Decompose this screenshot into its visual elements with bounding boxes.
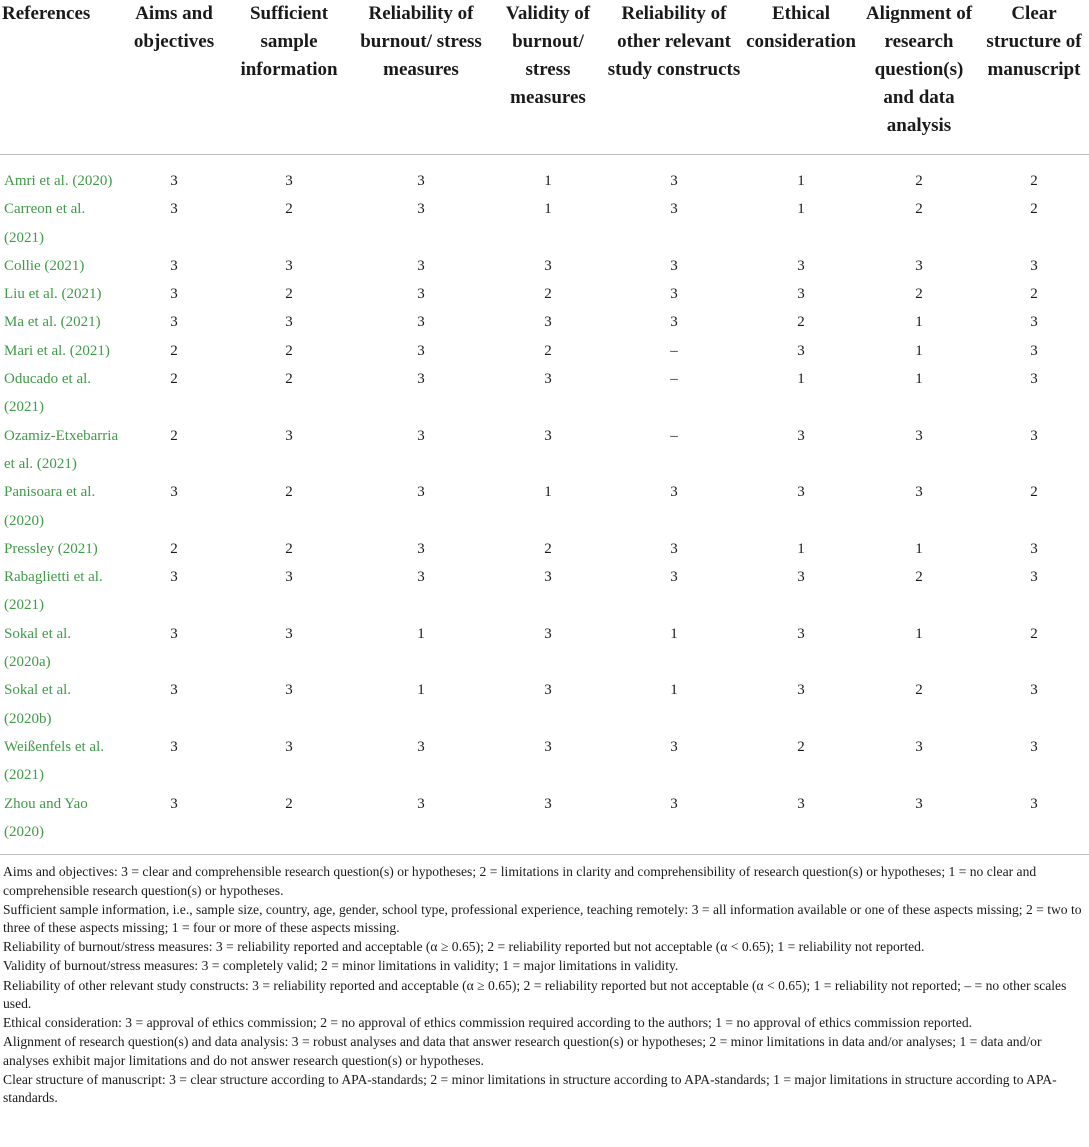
reference-close: ) — [39, 767, 44, 784]
score-cell: 3 — [544, 427, 552, 444]
score-cell: 3 — [797, 569, 805, 586]
reference-name: Ozamiz-Etxebarria et al. ( — [4, 427, 119, 472]
score-cell: 1 — [915, 371, 923, 388]
table-row — [0, 280, 1089, 308]
score-cell: 2 — [1030, 173, 1038, 189]
score-cell: 3 — [670, 795, 678, 812]
score-cell: 2 — [915, 201, 923, 218]
reference-cell — [0, 252, 121, 280]
reference-name: Sokal et al. ( — [4, 625, 72, 671]
score-cell: 3 — [915, 257, 923, 274]
score-cell: 3 — [797, 286, 805, 303]
score-cell: 3 — [170, 738, 178, 755]
reference-cell — [0, 790, 121, 855]
score-cell: 3 — [797, 484, 805, 501]
score-cell: 3 — [170, 286, 178, 303]
table-row — [0, 252, 1089, 280]
score-cell: 3 — [1030, 427, 1038, 444]
score-cell: 1 — [915, 540, 923, 557]
footnote: Validity of burnout/stress measures: 3 = completely valid; 2 = minor limitations in validity; 1 = major limitations in validity. — [3, 958, 679, 974]
score-cell: 3 — [1030, 371, 1038, 388]
reference-close: ) — [39, 229, 44, 246]
score-cell: 3 — [170, 682, 178, 699]
score-cell: 3 — [1030, 540, 1038, 557]
reference-year-link[interactable]: 2021 — [62, 540, 93, 557]
table-row — [0, 195, 1089, 252]
score-cell: 3 — [170, 257, 178, 274]
reference-cell — [0, 365, 121, 422]
score-cell: 2 — [797, 314, 805, 331]
reference-cell — [0, 195, 121, 252]
table-footnotes — [0, 855, 1089, 1108]
reference-year-link[interactable]: 2021 — [66, 286, 97, 303]
score-cell: 3 — [170, 795, 178, 812]
score-cell: 3 — [544, 314, 552, 331]
score-cell: 3 — [797, 342, 805, 359]
score-cell: 2 — [915, 682, 923, 699]
score-cell: 3 — [915, 795, 923, 812]
table-header-row — [0, 0, 1089, 155]
score-cell: 1 — [797, 173, 805, 189]
reference-name: Sokal et al. ( — [4, 682, 72, 727]
score-cell: 2 — [1030, 286, 1038, 303]
reference-name: Liu et al. ( — [4, 286, 67, 303]
reference-close: ) — [39, 597, 44, 614]
reference-name: Zhou and Yao ( — [4, 795, 88, 840]
score-cell: 3 — [797, 795, 805, 812]
score-cell: 3 — [670, 569, 678, 586]
table-row — [0, 155, 1089, 196]
footnote: Alignment of research question(s) and data analysis: 3 = robust analyses and data that answer research question(s) or hypotheses; 2 = minor limitations in data and/or analyses; 1 = data and/or analyses exhibit major limitations and do not answer research question(s) or hypotheses. — [3, 1034, 1042, 1068]
score-cell: 2 — [797, 738, 805, 755]
score-cell: 3 — [170, 173, 178, 189]
score-cell: 3 — [285, 257, 293, 274]
score-cell: 3 — [670, 201, 678, 218]
score-cell: 3 — [670, 257, 678, 274]
score-cell: – — [670, 342, 678, 359]
score-cell: 3 — [170, 569, 178, 586]
score-cell: 3 — [797, 257, 805, 274]
reference-close: ) — [107, 173, 113, 189]
score-cell: 3 — [170, 484, 178, 501]
score-cell: 3 — [417, 738, 425, 755]
header-reliability-other: Reliability of other relevant study constructs — [607, 3, 741, 80]
reference-cell — [0, 280, 121, 308]
score-cell: 3 — [1030, 682, 1038, 699]
reference-close: ) — [71, 455, 77, 472]
reference-close: ) — [96, 286, 102, 303]
table-row — [0, 337, 1089, 365]
score-cell: 3 — [417, 484, 425, 501]
header-sample: Sufficient sample information — [240, 3, 338, 80]
reference-year-link[interactable]: 2021 — [9, 229, 39, 246]
reference-close: ) — [104, 342, 110, 359]
score-cell: 3 — [285, 625, 293, 642]
table-row — [0, 308, 1089, 336]
score-cell: 3 — [544, 569, 552, 586]
score-cell: 1 — [670, 682, 678, 699]
score-cell: 3 — [1030, 314, 1038, 331]
score-cell: – — [670, 427, 678, 444]
reference-close: ) — [39, 823, 44, 840]
header-ethical: Ethical consideration — [746, 3, 856, 52]
header-references: References — [2, 3, 91, 24]
score-cell: 2 — [170, 342, 178, 359]
header-structure: Clear structure of manuscript — [986, 3, 1082, 80]
reference-year-link[interactable]: 2021 — [9, 399, 39, 416]
score-cell: 3 — [285, 738, 293, 755]
score-cell: 3 — [417, 371, 425, 388]
score-cell: 3 — [417, 314, 425, 331]
score-cell: 3 — [797, 625, 805, 642]
score-cell: 3 — [915, 484, 923, 501]
score-cell: 3 — [417, 257, 425, 274]
table-row — [0, 535, 1089, 563]
score-cell: 2 — [915, 569, 923, 586]
score-cell: 3 — [285, 569, 293, 586]
reference-cell — [0, 308, 121, 336]
score-cell: 1 — [670, 625, 678, 642]
score-cell: 3 — [417, 540, 425, 557]
score-cell: 3 — [417, 569, 425, 586]
score-cell: 1 — [544, 484, 552, 501]
reference-name: Ma et al. ( — [4, 314, 66, 331]
reference-name: Panisoara et al. ( — [4, 484, 96, 529]
score-cell: 3 — [670, 286, 678, 303]
score-cell: 2 — [285, 201, 293, 218]
table-row — [0, 733, 1089, 790]
table-row — [0, 365, 1089, 422]
reference-name: Carreon et al. ( — [4, 201, 86, 246]
score-cell: 2 — [544, 540, 552, 557]
footnote: Reliability of other relevant study constructs: 3 = reliability reported and acceptable (α ≥ 0.65); 2 = reliability reported but not acceptable (α < 0.65); 1 = reliability not reported; – = no other scales used. — [3, 977, 1067, 1011]
reference-year-link[interactable]: 2021 — [9, 767, 39, 784]
table-row — [0, 422, 1089, 479]
reference-year-link[interactable]: 2020a — [9, 654, 46, 671]
reference-cell — [0, 337, 121, 365]
score-cell: 2 — [1030, 484, 1038, 501]
reference-year-link[interactable]: 2021 — [9, 597, 39, 614]
score-cell: 3 — [670, 314, 678, 331]
score-cell: 3 — [544, 738, 552, 755]
score-cell: 2 — [915, 173, 923, 189]
score-cell: 3 — [1030, 795, 1038, 812]
reference-cell — [0, 478, 121, 535]
score-cell: 2 — [285, 795, 293, 812]
score-cell: 3 — [417, 795, 425, 812]
reference-cell — [0, 733, 121, 790]
score-cell: 1 — [417, 625, 425, 642]
score-cell: 1 — [797, 540, 805, 557]
reference-year-link[interactable]: 2021 — [49, 257, 80, 274]
score-cell: 3 — [670, 484, 678, 501]
score-cell: 3 — [797, 427, 805, 444]
reference-close: ) — [46, 710, 52, 727]
score-cell: 3 — [544, 371, 552, 388]
score-cell: 2 — [170, 427, 178, 444]
score-cell: 2 — [544, 342, 552, 359]
score-cell: 3 — [417, 427, 425, 444]
score-cell: 1 — [544, 173, 552, 189]
score-cell: 2 — [285, 342, 293, 359]
reference-close: ) — [92, 540, 98, 557]
score-cell: 3 — [544, 795, 552, 812]
score-cell: 2 — [285, 371, 293, 388]
score-cell: 3 — [797, 682, 805, 699]
score-cell: 3 — [670, 540, 678, 557]
reference-close: ) — [45, 654, 51, 671]
table-row — [0, 790, 1089, 855]
score-cell: 2 — [544, 286, 552, 303]
score-cell: 3 — [417, 201, 425, 218]
score-cell: 3 — [670, 173, 678, 189]
reference-cell — [0, 620, 121, 677]
footnote: Aims and objectives: 3 = clear and comprehensible research question(s) or hypotheses; 2 = limitations in clarity and comprehensibility of research question(s) or hypotheses; 1 = no clear and comprehensible research question(s) or hypotheses. — [3, 864, 1037, 898]
score-cell: 1 — [544, 201, 552, 218]
score-cell: 3 — [285, 173, 293, 189]
score-cell: 3 — [417, 286, 425, 303]
reference-name: Collie ( — [4, 257, 50, 274]
reference-year-link[interactable]: 2020 — [9, 512, 39, 529]
reference-name: Amri et al. ( — [4, 173, 78, 189]
reference-close: ) — [39, 399, 44, 416]
reference-cell — [0, 676, 121, 733]
table-row — [0, 676, 1089, 733]
header-alignment: Alignment of research question(s) and data analysis — [865, 3, 973, 136]
score-cell: 3 — [915, 427, 923, 444]
reference-close: ) — [79, 257, 85, 274]
reference-year-link[interactable]: 2021 — [41, 455, 72, 472]
score-cell: – — [670, 371, 678, 388]
reference-close: ) — [39, 512, 44, 529]
score-cell: 2 — [285, 484, 293, 501]
reference-name: Weißenfels et al. ( — [4, 738, 104, 784]
score-cell: 2 — [285, 286, 293, 303]
reference-year-link[interactable]: 2020b — [9, 710, 47, 727]
score-cell: 3 — [544, 625, 552, 642]
score-cell: 3 — [544, 257, 552, 274]
score-cell: 1 — [797, 371, 805, 388]
header-validity-burnout: Validity of burnout/ stress measures — [505, 3, 591, 108]
score-cell: 2 — [170, 371, 178, 388]
score-cell: 3 — [1030, 257, 1038, 274]
score-cell: 3 — [285, 427, 293, 444]
reference-year-link[interactable]: 2020 — [77, 173, 108, 189]
score-cell: 3 — [285, 682, 293, 699]
header-reliability-burnout: Reliability of burnout/ stress measures — [360, 3, 482, 80]
reference-year-link[interactable]: 2021 — [65, 314, 96, 331]
table-row — [0, 478, 1089, 535]
reference-cell — [0, 563, 121, 620]
reference-year-link[interactable]: 2021 — [74, 342, 105, 359]
score-cell: 3 — [544, 682, 552, 699]
score-cell: 1 — [417, 682, 425, 699]
score-cell: 3 — [915, 738, 923, 755]
footnote: Ethical consideration: 3 = approval of ethics commission; 2 = no approval of ethics commission required according to the authors; 1 = no approval of ethics commission reported. — [3, 1015, 973, 1031]
reference-name: Mari et al. ( — [4, 342, 75, 359]
reference-name: Rabaglietti et al. ( — [4, 569, 103, 614]
reference-name: Oducado et al. ( — [4, 371, 92, 416]
score-cell: 1 — [915, 314, 923, 331]
score-cell: 1 — [915, 342, 923, 359]
reference-name: Pressley ( — [4, 540, 63, 557]
reference-cell — [0, 422, 121, 479]
footnote: Clear structure of manuscript: 3 = clear structure according to APA-standards; 2 = minor limitations in structure according to APA-standards; 1 = major limitations in structure according to APA-standards. — [3, 1071, 1057, 1106]
score-cell: 3 — [417, 173, 425, 189]
score-cell: 3 — [170, 201, 178, 218]
score-cell: 2 — [170, 540, 178, 557]
table-row — [0, 620, 1089, 677]
score-cell: 3 — [285, 314, 293, 331]
footnote: Reliability of burnout/stress measures: 3 = reliability reported and acceptable (α ≥ 0.65); 2 = reliability reported but not acceptable (α < 0.65); 1 = reliability not reported. — [3, 939, 925, 955]
table-body — [0, 155, 1089, 855]
reference-cell — [0, 155, 121, 196]
score-cell: 1 — [915, 625, 923, 642]
footnote: Sufficient sample information, i.e., sample size, country, age, gender, school type, professional experience, teaching remotely: 3 = all information available or one of these aspects missing; 2 = two to three of these aspects missing; 1 = four or more of these aspects missing. — [3, 901, 1082, 936]
score-cell: 3 — [1030, 342, 1038, 359]
score-cell: 1 — [797, 201, 805, 218]
score-cell: 3 — [1030, 569, 1038, 586]
score-cell: 3 — [417, 342, 425, 359]
score-cell: 3 — [170, 314, 178, 331]
header-aims: Aims and objectives — [133, 3, 215, 52]
score-cell: 2 — [1030, 201, 1038, 218]
reference-year-link[interactable]: 2020 — [9, 823, 39, 840]
score-cell: 3 — [1030, 738, 1038, 755]
score-cell: 2 — [915, 286, 923, 303]
reference-cell — [0, 535, 121, 563]
table-row — [0, 563, 1089, 620]
score-cell: 3 — [670, 738, 678, 755]
score-cell: 2 — [285, 540, 293, 557]
score-cell: 2 — [1030, 625, 1038, 642]
score-cell: 3 — [170, 625, 178, 642]
reference-close: ) — [95, 314, 101, 331]
